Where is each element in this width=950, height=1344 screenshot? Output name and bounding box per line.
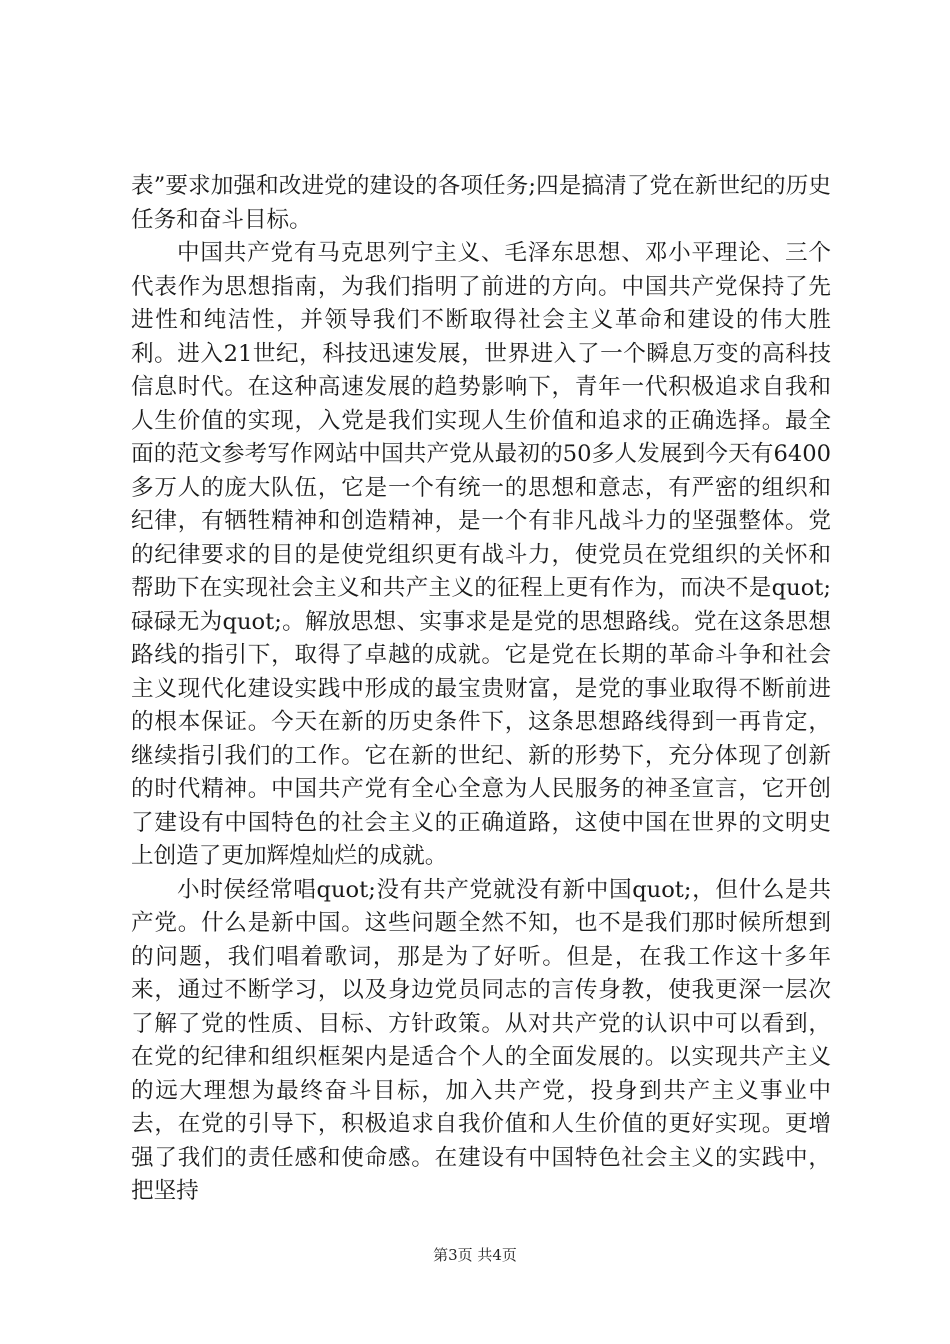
paragraph-childhood-song: 小时侯经常唱quot;没有共产党就没有新中国quot;，但什么是共产党。什么是新中国。这些问题全然不知，也不是我们那时候所想到的问题，我们唱着歌词，那是为了好听。但是，在我工作这十多年来，通过不断学习，以及身边党员同志的言传身教，使我更深一层次了解了党的性质、目标、方针政策。从对共产党的认识中可以看到，在党的纪律和组织框架内是适合个人的全面发展的。以实现共产主义的远大理想为最终奋斗目标，加入共产党，投身到共产主义事业中去，在党的引导下，积极追求自我价值和人生价值的更好实现。更增强了我们的责任感和使命感。在建设有中国特色社会主义的实践中，把坚持 bbox=[131, 876, 831, 1204]
paragraph-continuation: 表”要求加强和改进党的建设的各项任务;四是搞清了党在新世纪的历史任务和奋斗目标。 bbox=[131, 173, 831, 233]
page-number-footer: 第3页 共4页 bbox=[433, 1246, 517, 1264]
paragraph-party-guidance: 中国共产党有马克思列宁主义、毛泽东思想、邓小平理论、三个代表作为思想指南，为我们指明了前进的方向。中国共产党保持了先进性和纯洁性，并领导我们不断取得社会主义革命和建设的伟大胜利。进入21世纪，科技迅速发展，世界进入了一个瞬息万变的高科技信息时代。在这种高速发展的趋势影响下，青年一代积极追求自我和人生价值的实现，入党是我们实现人生价值和追求的正确选择。最全面的范文参考写作网站中国共产党从最初的50多人发展到今天有6400多万人的庞大队伍，它是一个有统一的思想和意志，有严密的组织和纪律，有牺牲精神和创造精神，是一个有非凡战斗力的坚强整体。党的纪律要求的目的是使党组织更有战斗力，使党员在党组织的关怀和帮助下在实现社会主义和共产主义的征程上更有作为，而决不是quot;碌碌无为quot;。解放思想、实事求是是党的思想路线。党在这条思想路线的指引下，取得了卓越的成就。它是党在长期的革命斗争和社会主义现代化建设实践中形成的最宝贵财富，是党的事业取得不断前进的根本保证。今天在新的历史条件下，这条思想路线得到一再肯定，继续指引我们的工作。它在新的世纪、新的形势下，充分体现了创新的时代精神。中国共产党有全心全意为人民服务的神圣宣言，它开创了建设有中国特色的社会主义的正确道路，这使中国在世界的文明史上创造了更加辉煌灿烂的成就。 bbox=[131, 240, 831, 869]
body-text bbox=[131, 170, 831, 1209]
